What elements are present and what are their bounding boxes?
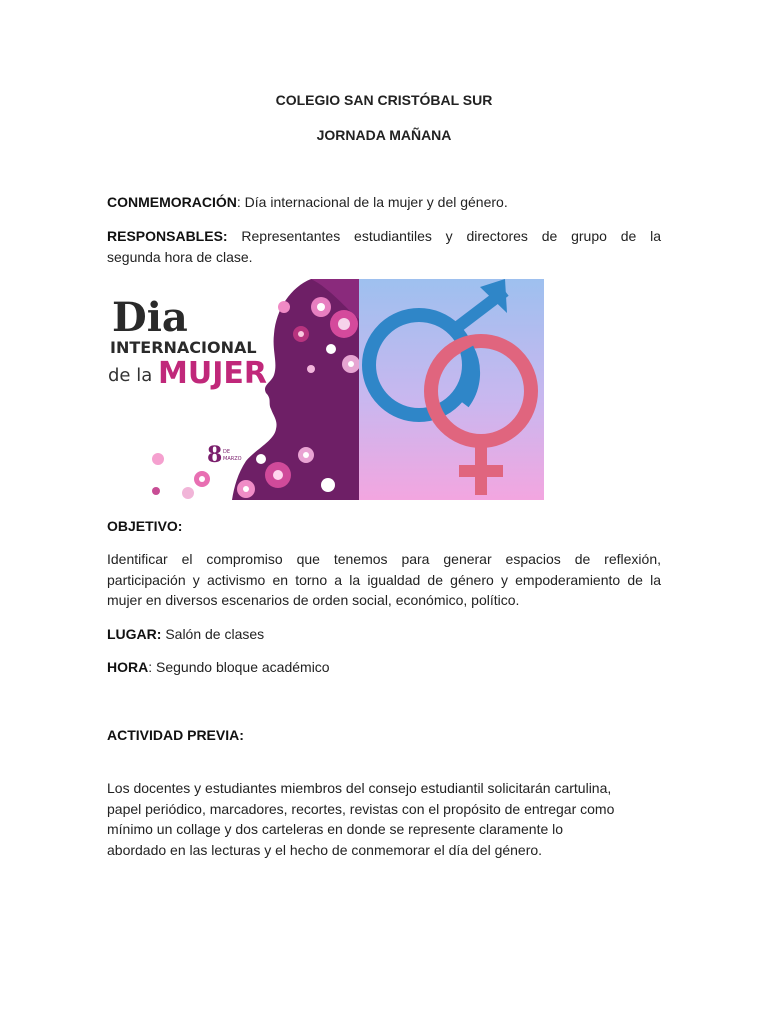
poster-dia-text: Dia [112,294,188,341]
actividad-paragraph [107,778,661,860]
poster-dela-text: de la [108,365,153,386]
gender-symbols-image [359,279,544,500]
responsables-paragraph [107,226,661,267]
actividad-line-4: abordado en las lecturas y el hecho de conmemorar el día del género. [107,841,543,858]
hora-line [107,657,661,678]
actividad-heading-wrap [107,725,661,746]
objetivo-paragraph [107,549,661,611]
objetivo-line-1: Identificar el compromiso que tenemos para generar espacios de reflexión, [107,551,661,567]
lugar-label: LUGAR: [107,626,162,642]
poster-artwork [106,279,359,500]
school-title: COLEGIO SAN CRISTÓBAL SUR [275,92,493,108]
responsables-line-1 [107,226,661,247]
objetivo-line-2: participación y activismo en torno a la igualdad de género y empoderamiento de la [107,571,661,588]
conmemoracion-text: Día internacional de la mujer y del género. [240,194,508,210]
actividad-heading: ACTIVIDAD PREVIA: [107,727,244,743]
objetivo-heading: OBJETIVO: [107,518,183,534]
responsables-text-1: Representantes estudiantiles y directores de grupo de la [227,228,661,244]
hora-label: HORA [107,659,149,675]
hora-text: : Segundo bloque académico [148,659,330,675]
conmemoracion-sep: : [236,194,241,210]
actividad-line-3: mínimo un collage y dos carteleras en donde se represente claramente lo [107,821,564,837]
shift-title: JORNADA MAÑANA [316,127,452,143]
responsables-line-2: segunda hora de clase. [107,248,253,265]
poster-day-sub-1: DE [223,449,231,455]
objetivo-line-3: mujer en diversos escenarios de orden social, económico, político. [107,592,520,608]
gender-symbols-artwork [359,279,544,500]
lugar-line [107,624,661,645]
poster-internacional-text: INTERNACIONAL [110,338,257,357]
conmemoracion-label: CONMEMORACIÓN [107,194,237,210]
conmemoracion-line [107,192,661,213]
objetivo-heading-wrap [107,516,661,537]
womens-day-poster [106,279,359,500]
poster-day-number: 8 [207,442,223,468]
poster-mujer-text: MUJER [158,356,267,391]
responsables-label: RESPONSABLES: [107,228,228,244]
actividad-line-2: papel periódico, marcadores, recortes, revistas con el propósito de entregar como [107,800,615,817]
actividad-line-1: Los docentes y estudiantes miembros del consejo estudiantil solicitarán cartulina, [107,780,612,796]
lugar-text: Salón de clases [161,626,265,642]
poster-day-sub-2: MARZO [223,456,242,462]
